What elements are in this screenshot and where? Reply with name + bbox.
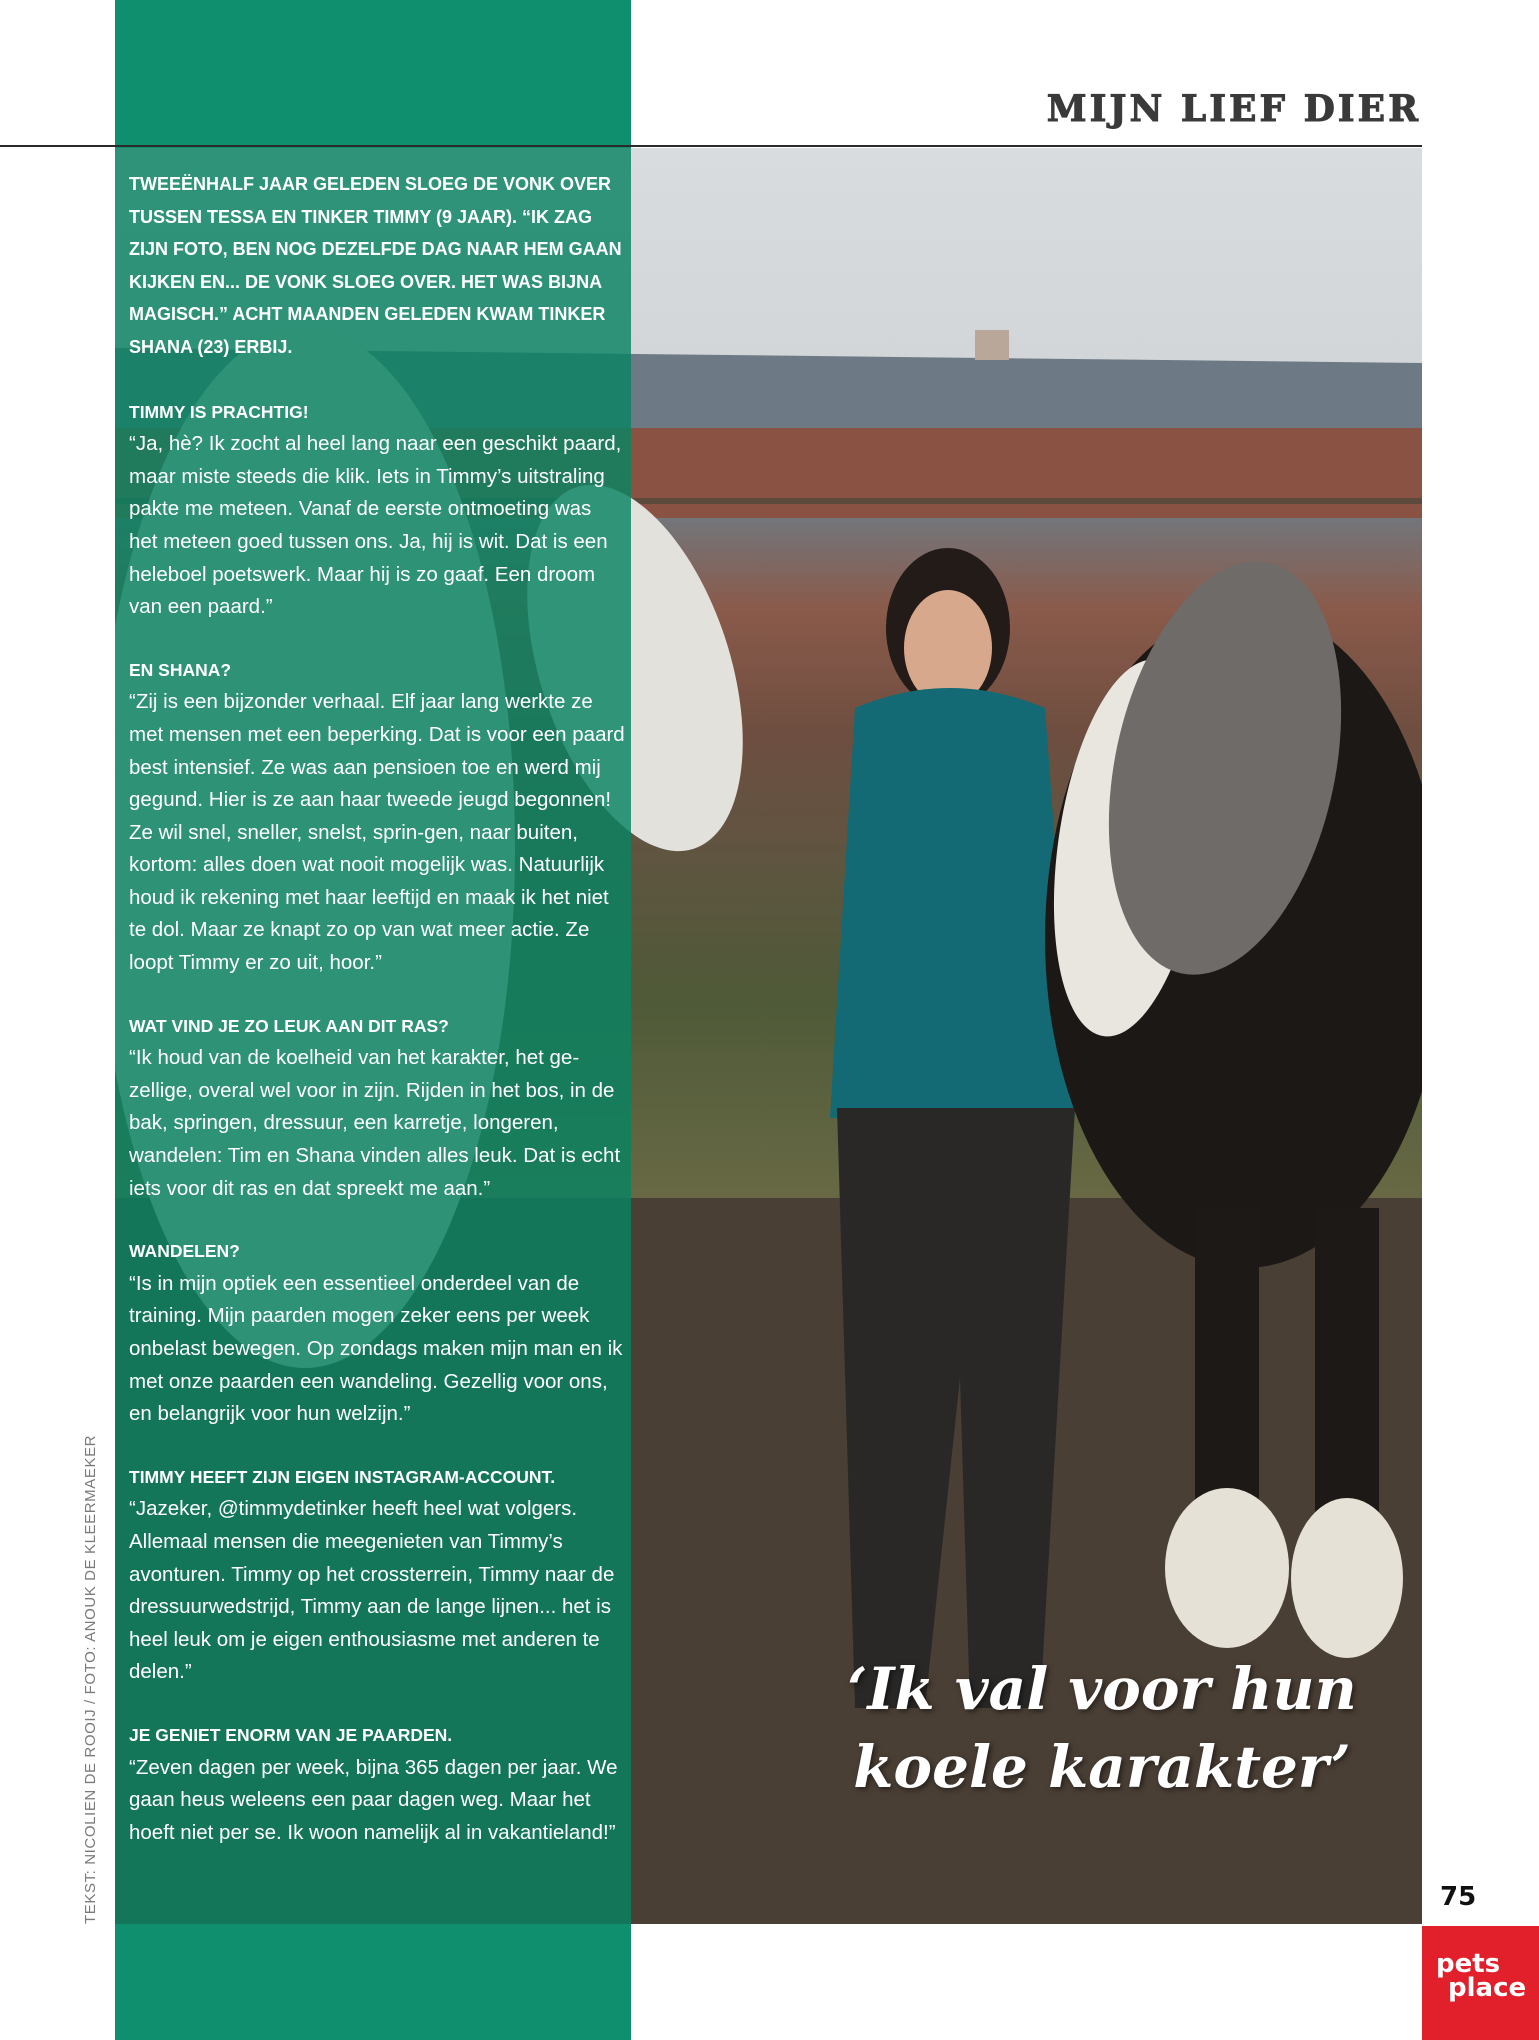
qa-question: TIMMY IS PRACHTIG! [129, 401, 309, 422]
green-column-top [115, 0, 631, 148]
qa-answer: “Ja, hè? Ik zocht al heel lang naar een geschikt paard, maar miste steeds die klik. Iets in Timmy’s uitstraling pakte me meteen. Vanaf de eerste ontmoeting was het meteen goed tussen ons. Ja, hij is wit. Dat is een heleboel poetswerk. Maar hij is zo gaaf. Een droom van een paard.” [129, 432, 622, 619]
header-rule [0, 145, 1422, 147]
logo-line-2: place [1448, 1973, 1527, 2003]
pets-place-logo [1422, 1926, 1539, 2040]
qa-answer: “Jazeker, @timmydetinker heeft heel wat volgers. Allemaal mensen die meegenieten van Timmy’s avonturen. Timmy op het crossterrein, Timmy naar de dressuurwedstrijd, Timmy aan de lange lijnen... het is heel leuk om je eigen enthousiasme met anderen te delen.” [129, 1497, 615, 1684]
qa-block [129, 1235, 625, 1431]
section-title: MIJN LIEF DIER [1046, 88, 1421, 130]
page-number: 75 [1440, 1882, 1477, 1912]
logo-line-1: pets [1436, 1949, 1501, 1979]
qa-answer: “Is in mijn optiek een essentieel onderdeel van de training. Mijn paarden mogen zeker eens per week onbelast bewegen. Op zondags maken mijn man en ik met onze paarden een wandeling. Gezellig voor ons, en belangrijk voor hun welzijn.” [129, 1271, 623, 1426]
qa-question: WANDELEN? [129, 1241, 240, 1262]
qa-block [129, 654, 625, 980]
qa-block [129, 396, 625, 624]
qa-block [129, 1010, 625, 1206]
logo-text [1436, 1949, 1536, 2003]
article-intro: TWEEËNHALF JAAR GELEDEN SLOEG DE VONK OVER TUSSEN TESSA EN TINKER TIMMY (9 JAAR). “IK ZAG ZIJN FOTO, BEN NOG DEZELFDE DAG NAAR HEM GAAN KIJKEN EN... DE VONK SLOEG OVER. HET WAS BIJNA MAGISCH.” ACHT MAANDEN GELEDEN KWAM TINKER SHANA (23) ERBIJ. [129, 174, 622, 357]
qa-block [129, 1461, 625, 1689]
qa-answer: “Zeven dagen per week, bijna 365 dagen per jaar. We gaan heus weleens een paar dagen weg. Maar het hoeft niet per se. Ik woon namelijk al in vakantieland!” [129, 1755, 618, 1844]
pull-quote: ‘Ik val voor hun koele karakter’ [847, 1655, 1357, 1801]
qa-question: JE GENIET ENORM VAN JE PAARDEN. [129, 1724, 453, 1745]
green-column-bottom [115, 1924, 631, 2040]
qa-question: WAT VIND JE ZO LEUK AAN DIT RAS? [129, 1015, 449, 1036]
photo-credit: TEKST: NICOLIEN DE ROOIJ / FOTO: ANOUK DE KLEERMAEKER [82, 1434, 99, 1924]
qa-answer: “Ik houd van de koelheid van het karakter, het ge-zellige, overal wel voor in zijn. Rijden in het bos, in de bak, springen, dressuur, een karretje, longeren, wandelen: Tim en Shana vinden alles leuk. Dat is echt iets voor dit ras en dat spreekt me aan.” [129, 1046, 621, 1200]
qa-block [129, 1719, 625, 1849]
qa-question: EN SHANA? [129, 659, 232, 680]
qa-question: TIMMY HEEFT ZIJN EIGEN INSTAGRAM-ACCOUNT. [129, 1466, 556, 1487]
article-body [129, 168, 625, 1879]
qa-answer: “Zij is een bijzonder verhaal. Elf jaar lang werkte ze met mensen met een beperking. Dat is voor een paard best intensief. Ze was aan pensioen toe en werd mij gegund. Hier is ze aan haar tweede jeugd begonnen! Ze wil snel, sneller, snelst, sprin-gen, naar buiten, kortom: alles doen wat nooit mogelijk was. Natuurlijk houd ik rekening met haar leeftijd en maak ik het niet te dol. Maar ze knapt zo op van wat meer actie. Ze loopt Timmy er zo uit, hoor.” [129, 690, 625, 975]
